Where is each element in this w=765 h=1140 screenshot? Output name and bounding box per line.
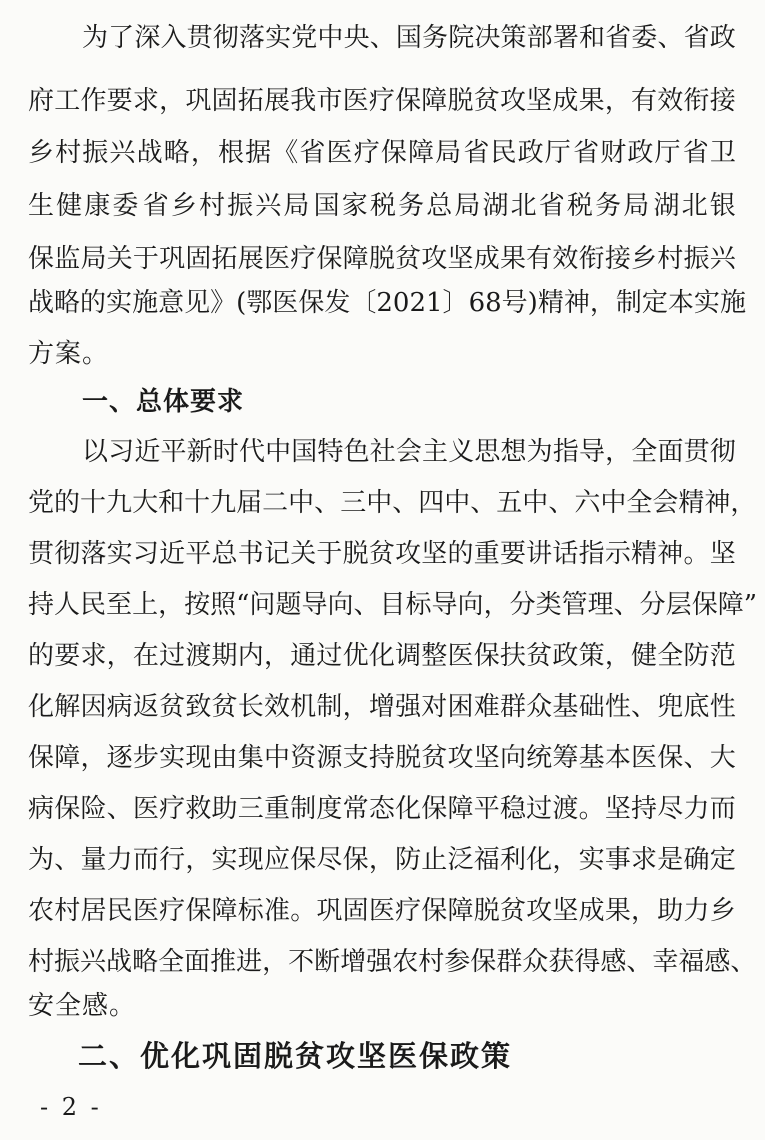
intro-line: 为 了 深 入 贯 彻 落 实 党 中 央 、 国 务 院 决 策 部 署 和 省 委 、 省 政 — [82, 23, 736, 53]
body-line: 农 村 居 民 医 疗 保 障 标 准 。 巩 固 医 疗 保 障 脱 贫 攻 坚 成 果 ， 助 力 乡 — [28, 896, 736, 926]
body-line: 的 要 求 ， 在 过 渡 期 内 ， 通 过 优 化 调 整 医 保 扶 贫 政 策 ， 健 全 防 范 — [28, 641, 736, 671]
body-line: 以 习 近 平 新 时 代 中 国 特 色 社 会 主 义 思 想 为 指 导 ， 全 面 贯 彻 — [82, 437, 736, 467]
body-line: 持 人 民 至 上 ， 按 照 “ 问 题 导 向 、 目 标 导 向 ， 分 类 管 理 、 分 层 保 障 ” — [28, 590, 758, 620]
intro-line: 府 工 作 要 求 ， 巩 固 拓 展 我 市 医 疗 保 障 脱 贫 攻 坚 成 果 ， 有 效 衔 接 — [28, 86, 736, 116]
intro-line: 保 监 局 关 于 巩 固 拓 展 医 疗 保 障 脱 贫 攻 坚 成 果 有 效 衔 接 乡 村 振 兴 — [28, 244, 736, 274]
page-number: - 2 - — [40, 1093, 102, 1121]
body-line: 保 障 ， 逐 步 实 现 由 集 中 资 源 支 持 脱 贫 攻 坚 向 统 筹 基 本 医 保 、 大 — [28, 743, 736, 773]
body-line: 党 的 十 九 大 和 十 九 届 二 中 、 三 中 、 四 中 、 五 中 、 六 中 全 会 精 神 ， — [28, 488, 757, 518]
body-line: 贯 彻 落 实 习 近 平 总 书 记 关 于 脱 贫 攻 坚 的 重 要 讲 话 指 示 精 神 。 坚 — [28, 539, 736, 569]
intro-line: 方案。 — [28, 339, 110, 369]
section-heading-1: 一、总体要求 — [82, 387, 245, 417]
body-line: 病 保 险 、 医 疗 救 助 三 重 制 度 常 态 化 保 障 平 稳 过 渡 。 坚 持 尽 力 而 — [28, 794, 736, 824]
body-line: 村 振 兴 战 略 全 面 推 进 ， 不 断 增 强 农 村 参 保 群 众 获 得 感 、 幸 福 感 、 — [28, 947, 757, 977]
intro-line: 生 健 康 委 省 乡 村 振 兴 局 国 家 税 务 总 局 湖 北 省 税 务 局 湖 北 银 — [28, 191, 736, 221]
intro-line: 战 略 的 实 施 意 见 》 ( 鄂 医 保 发 〔 2 0 2 1 〕 6 8 号 ) 精 神 ， 制 定 本 实 施 — [28, 288, 746, 318]
body-line: 安全感。 — [28, 991, 137, 1021]
body-line: 化 解 因 病 返 贫 致 贫 长 效 机 制 ， 增 强 对 困 难 群 众 基 础 性 、 兜 底 性 — [28, 692, 736, 722]
section-heading-2: 二、优化巩固脱贫攻坚医保政策 — [78, 1039, 513, 1073]
body-line: 为 、 量 力 而 行 ， 实 现 应 保 尽 保 ， 防 止 泛 福 利 化 ， 实 事 求 是 确 定 — [28, 845, 736, 875]
intro-line: 乡 村 振 兴 战 略 ， 根 据 《 省 医 疗 保 障 局 省 民 政 厅 省 财 政 厅 省 卫 — [28, 138, 736, 168]
